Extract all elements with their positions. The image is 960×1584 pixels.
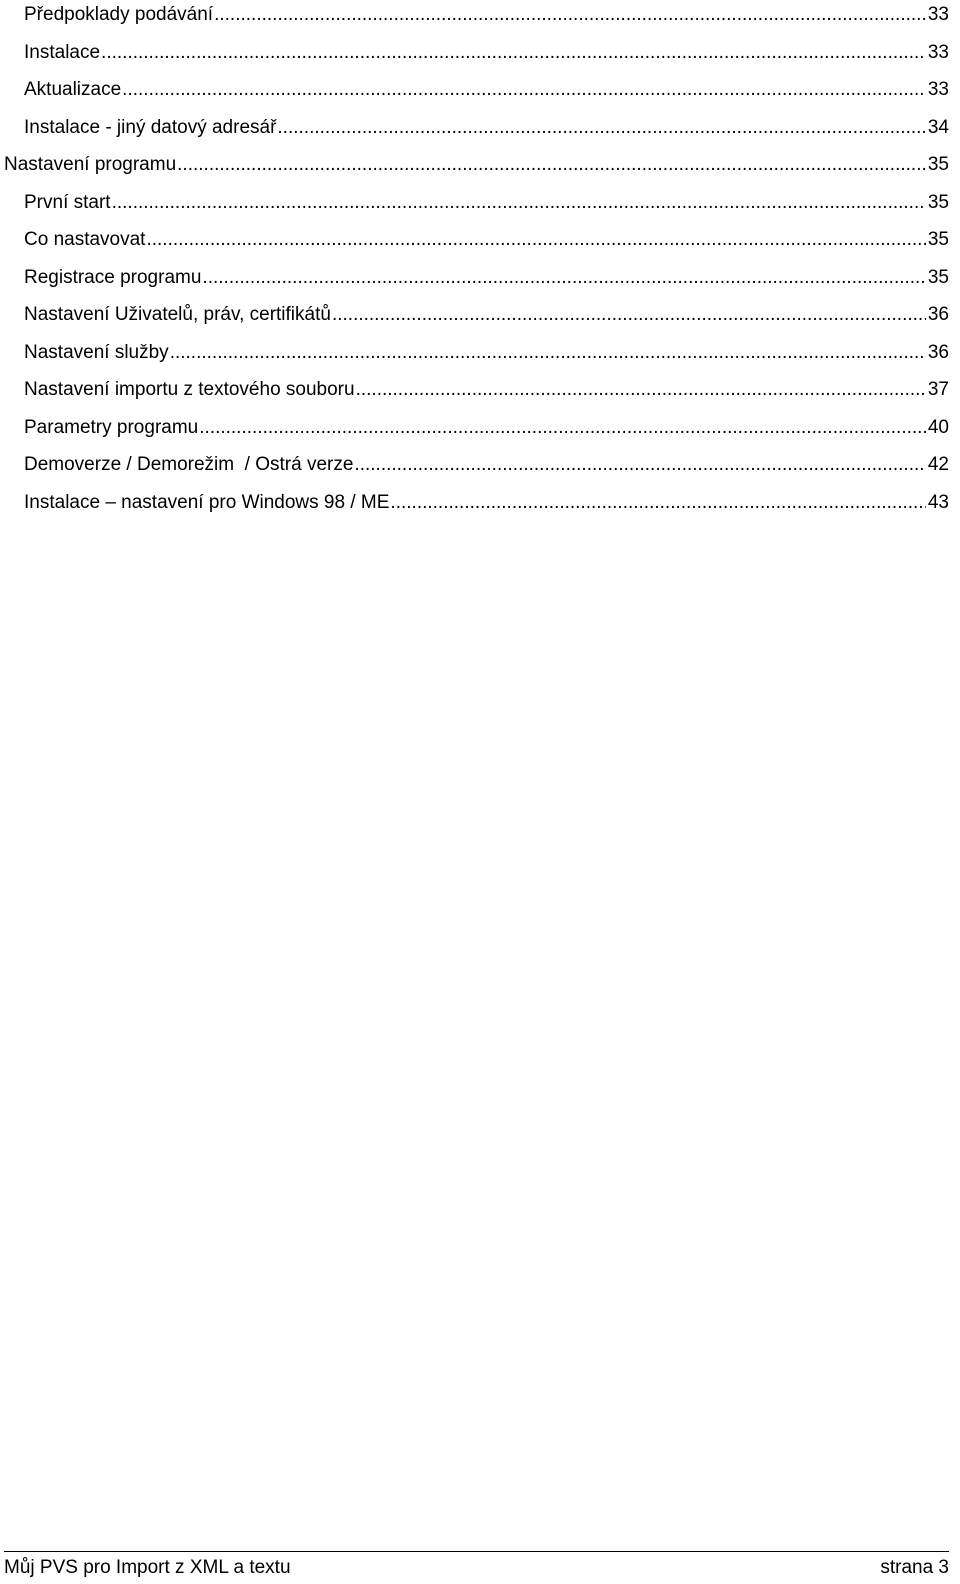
toc-entry[interactable] xyxy=(0,221,949,259)
toc-entry-page: 33 xyxy=(927,79,949,100)
toc-entry-title: Instalace xyxy=(24,41,101,63)
toc-entry-title: Nastavení importu z textového souboru xyxy=(24,379,355,400)
toc-entry-page: 36 xyxy=(927,341,949,363)
footer-divider xyxy=(4,1551,949,1552)
toc-entry-title: Parametry programu xyxy=(24,416,199,438)
toc-entry[interactable] xyxy=(0,296,949,334)
toc-entry-page: 40 xyxy=(927,416,949,438)
toc-entry-title: První start xyxy=(24,191,111,213)
toc-entry-page: 35 xyxy=(927,191,949,213)
toc-dot-leader xyxy=(122,71,926,109)
table-of-contents xyxy=(0,0,949,521)
toc-entry-page: 35 xyxy=(927,229,949,250)
toc-dot-leader xyxy=(202,259,925,297)
toc-entry[interactable] xyxy=(0,484,949,522)
toc-entry-title: Co nastavovat xyxy=(24,229,146,250)
toc-entry[interactable] xyxy=(0,371,949,409)
toc-dot-leader xyxy=(112,184,926,222)
toc-entry-title: Nastavení Uživatelů, práv, certifikátů xyxy=(24,304,331,325)
toc-entry-title: Demoverze / Demorežim / Ostrá verze xyxy=(24,454,354,475)
toc-dot-leader xyxy=(214,0,926,34)
toc-dot-leader xyxy=(177,146,926,184)
footer-page-number: strana 3 xyxy=(880,1557,949,1578)
toc-dot-leader xyxy=(390,484,925,522)
toc-dot-leader xyxy=(277,109,925,147)
toc-entry-page: 35 xyxy=(927,266,949,288)
toc-entry-page: 34 xyxy=(927,116,949,138)
toc-entry-title: Nastavení programu xyxy=(4,154,177,175)
toc-entry[interactable] xyxy=(0,34,949,72)
toc-dot-leader xyxy=(354,446,925,484)
toc-dot-leader xyxy=(199,409,926,447)
toc-entry[interactable] xyxy=(0,446,949,484)
toc-entry-title: Aktualizace xyxy=(24,79,122,100)
toc-entry[interactable] xyxy=(0,109,949,147)
toc-dot-leader xyxy=(356,371,926,409)
footer-document-title: Můj PVS pro Import z XML a textu xyxy=(4,1557,291,1578)
toc-entry[interactable] xyxy=(0,409,949,447)
toc-entry[interactable] xyxy=(0,334,949,372)
toc-entry-page: 36 xyxy=(927,304,949,325)
toc-entry-page: 42 xyxy=(927,454,949,475)
toc-entry-title: Instalace – nastavení pro Windows 98 / ME xyxy=(24,491,390,513)
toc-entry-page: 43 xyxy=(927,491,949,513)
toc-entry[interactable] xyxy=(0,259,949,297)
toc-entry[interactable] xyxy=(0,71,949,109)
toc-entry-page: 37 xyxy=(927,379,949,400)
toc-entry-title: Nastavení služby xyxy=(24,341,169,363)
page-footer xyxy=(4,1556,949,1580)
toc-entry-title: Instalace - jiný datový adresář xyxy=(24,116,277,138)
toc-entry[interactable] xyxy=(0,146,949,184)
toc-entry-title: Předpoklady podávání xyxy=(24,4,214,25)
toc-dot-leader xyxy=(146,221,925,259)
toc-dot-leader xyxy=(332,296,926,334)
toc-entry-page: 35 xyxy=(927,154,949,175)
toc-entry[interactable] xyxy=(0,0,949,34)
toc-entry-title: Registrace programu xyxy=(24,266,202,288)
toc-entry[interactable] xyxy=(0,184,949,222)
toc-dot-leader xyxy=(101,34,926,72)
toc-entry-page: 33 xyxy=(927,41,949,63)
toc-entry-page: 33 xyxy=(927,4,949,25)
toc-dot-leader xyxy=(170,334,926,372)
